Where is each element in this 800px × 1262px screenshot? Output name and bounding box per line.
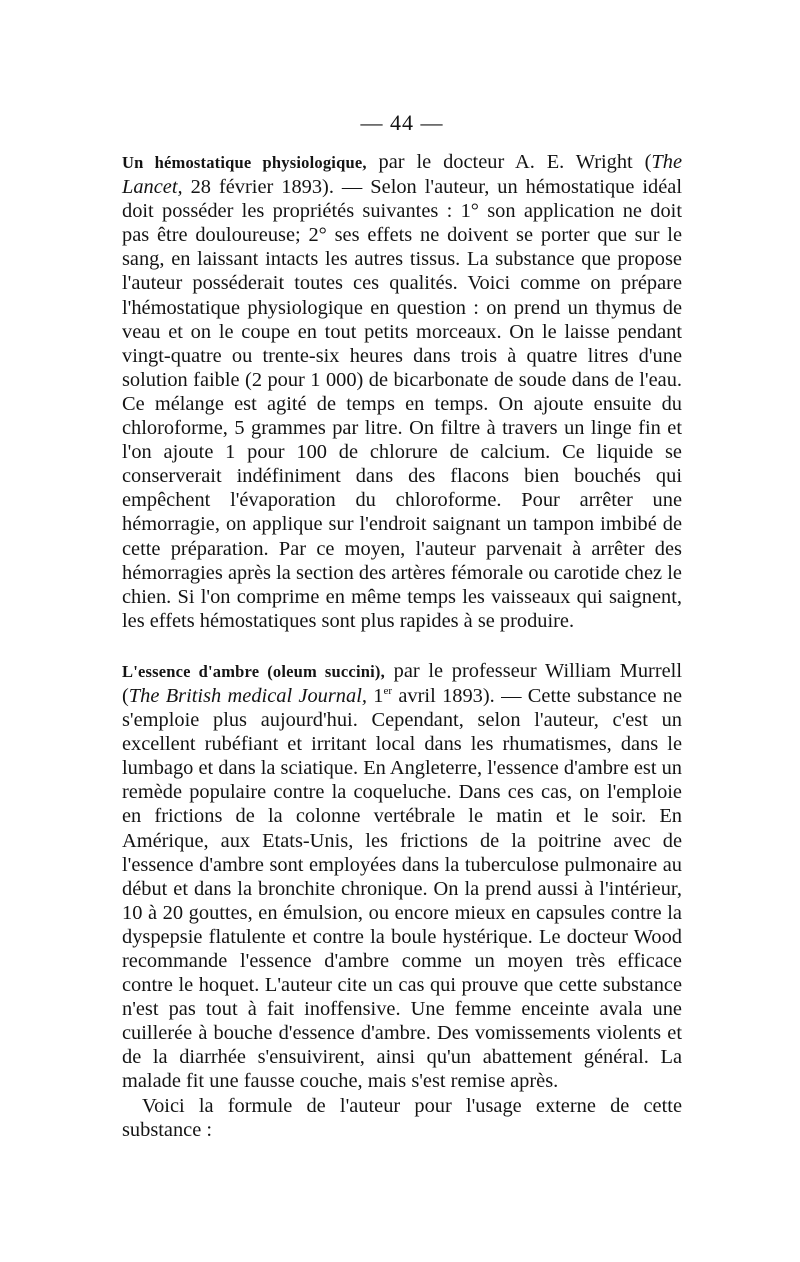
- article-author: par le professeur William Murrell (: [122, 659, 682, 707]
- article-source: The British medical Journal,: [128, 684, 367, 707]
- article-body: 28 février 1893). — Selon l'auteur, un hémostatique idéal doit posséder les propriétés suivantes : 1° son application ne doit pas être douloureuse; 2° ses effets ne doivent se porter que sur le sang, en laissant intacts les autres tissus. La substance que propose l'auteur posséderait toutes ces qualités. Voici comme on prépare l'hémostatique physiologique en question : on prend un thymus de veau et on le coupe en tout petits morceaux. On le laisse pendant vingt-quatre ou trente-six heures dans trois à quatre litres d'une solution faible (2 pour 1 000) de bicarbonate de soude dans de l'eau. Ce mélange est agité de temps en temps. On ajoute ensuite du chloroforme, 5 grammes par litre. On filtre à travers un linge fin et l'on ajoute 1 pour 100 de chlorure de calcium. Ce liquide se conserverait indéfiniment dans des flacons bien bouchés qui empêchent l'évaporation du chloroforme. Pour arrêter une hémorragie, on applique sur l'endroit saignant un tampon imbibé de cette préparation. Par ce moyen, l'auteur parvenait à arrêter des hémorragies après la section des artères fémorale ou carotide chez le chien. Si l'on comprime en même temps les vaisseaux qui saignent, les effets hémostatiques sont plus rapides à se produire.: [122, 176, 682, 632]
- article-body: avril 1893). — Cette substance ne s'emploie plus aujourd'hui. Cependant, selon l'auteur, c'est un excellent rubéfiant et irritant local dans les rhumatismes, dans le lumbago et dans la sciatique. En Angleterre, l'essence d'ambre est un remède populaire contre la coqueluche. Dans ces cas, on l'emploie en frictions de la colonne vertébrale le matin et le soir. En Amérique, aux Etats-Unis, les frictions de la poitrine avec de l'essence d'ambre sont employées dans la tuberculose pulmonaire au début et dans la bronchite chronique. On la prend aussi à l'intérieur, 10 à 20 gouttes, en émulsion, ou encore mieux en capsules contre la dyspepsie flatulente et contre la boule hystérique. Le docteur Wood recommande l'essence d'ambre comme un moyen très efficace contre le hoquet. L'auteur cite un cas qui prouve que cette substance n'est pas tout à fait inoffensive. Une femme enceinte avala une cuillerée à bouche d'essence d'ambre. Des vomissements violents et de la diarrhée s'ensuivirent, ainsi qu'un abattement général. La malade fit une fausse couche, mais s'est remise après.: [122, 684, 682, 1093]
- paragraph-gap: [122, 633, 682, 659]
- article-heading: Un hémostatique physiologique,: [122, 153, 367, 172]
- article-source: The Lancet,: [122, 151, 682, 199]
- article-date-superscript: er: [383, 685, 393, 698]
- page-number: — 44 —: [360, 110, 444, 135]
- book-page: [122, 110, 682, 1142]
- closing-paragraph: Voici la formule de l'auteur pour l'usage externe de cette substance :: [122, 1094, 682, 1141]
- article-heading: L'essence d'ambre (oleum succini),: [122, 661, 385, 681]
- article-date: 1: [366, 684, 384, 707]
- article-hemostatique: [122, 150, 682, 633]
- article-essence-ambre: [122, 659, 682, 1094]
- article-author: par le docteur A. E. Wright (: [366, 151, 652, 173]
